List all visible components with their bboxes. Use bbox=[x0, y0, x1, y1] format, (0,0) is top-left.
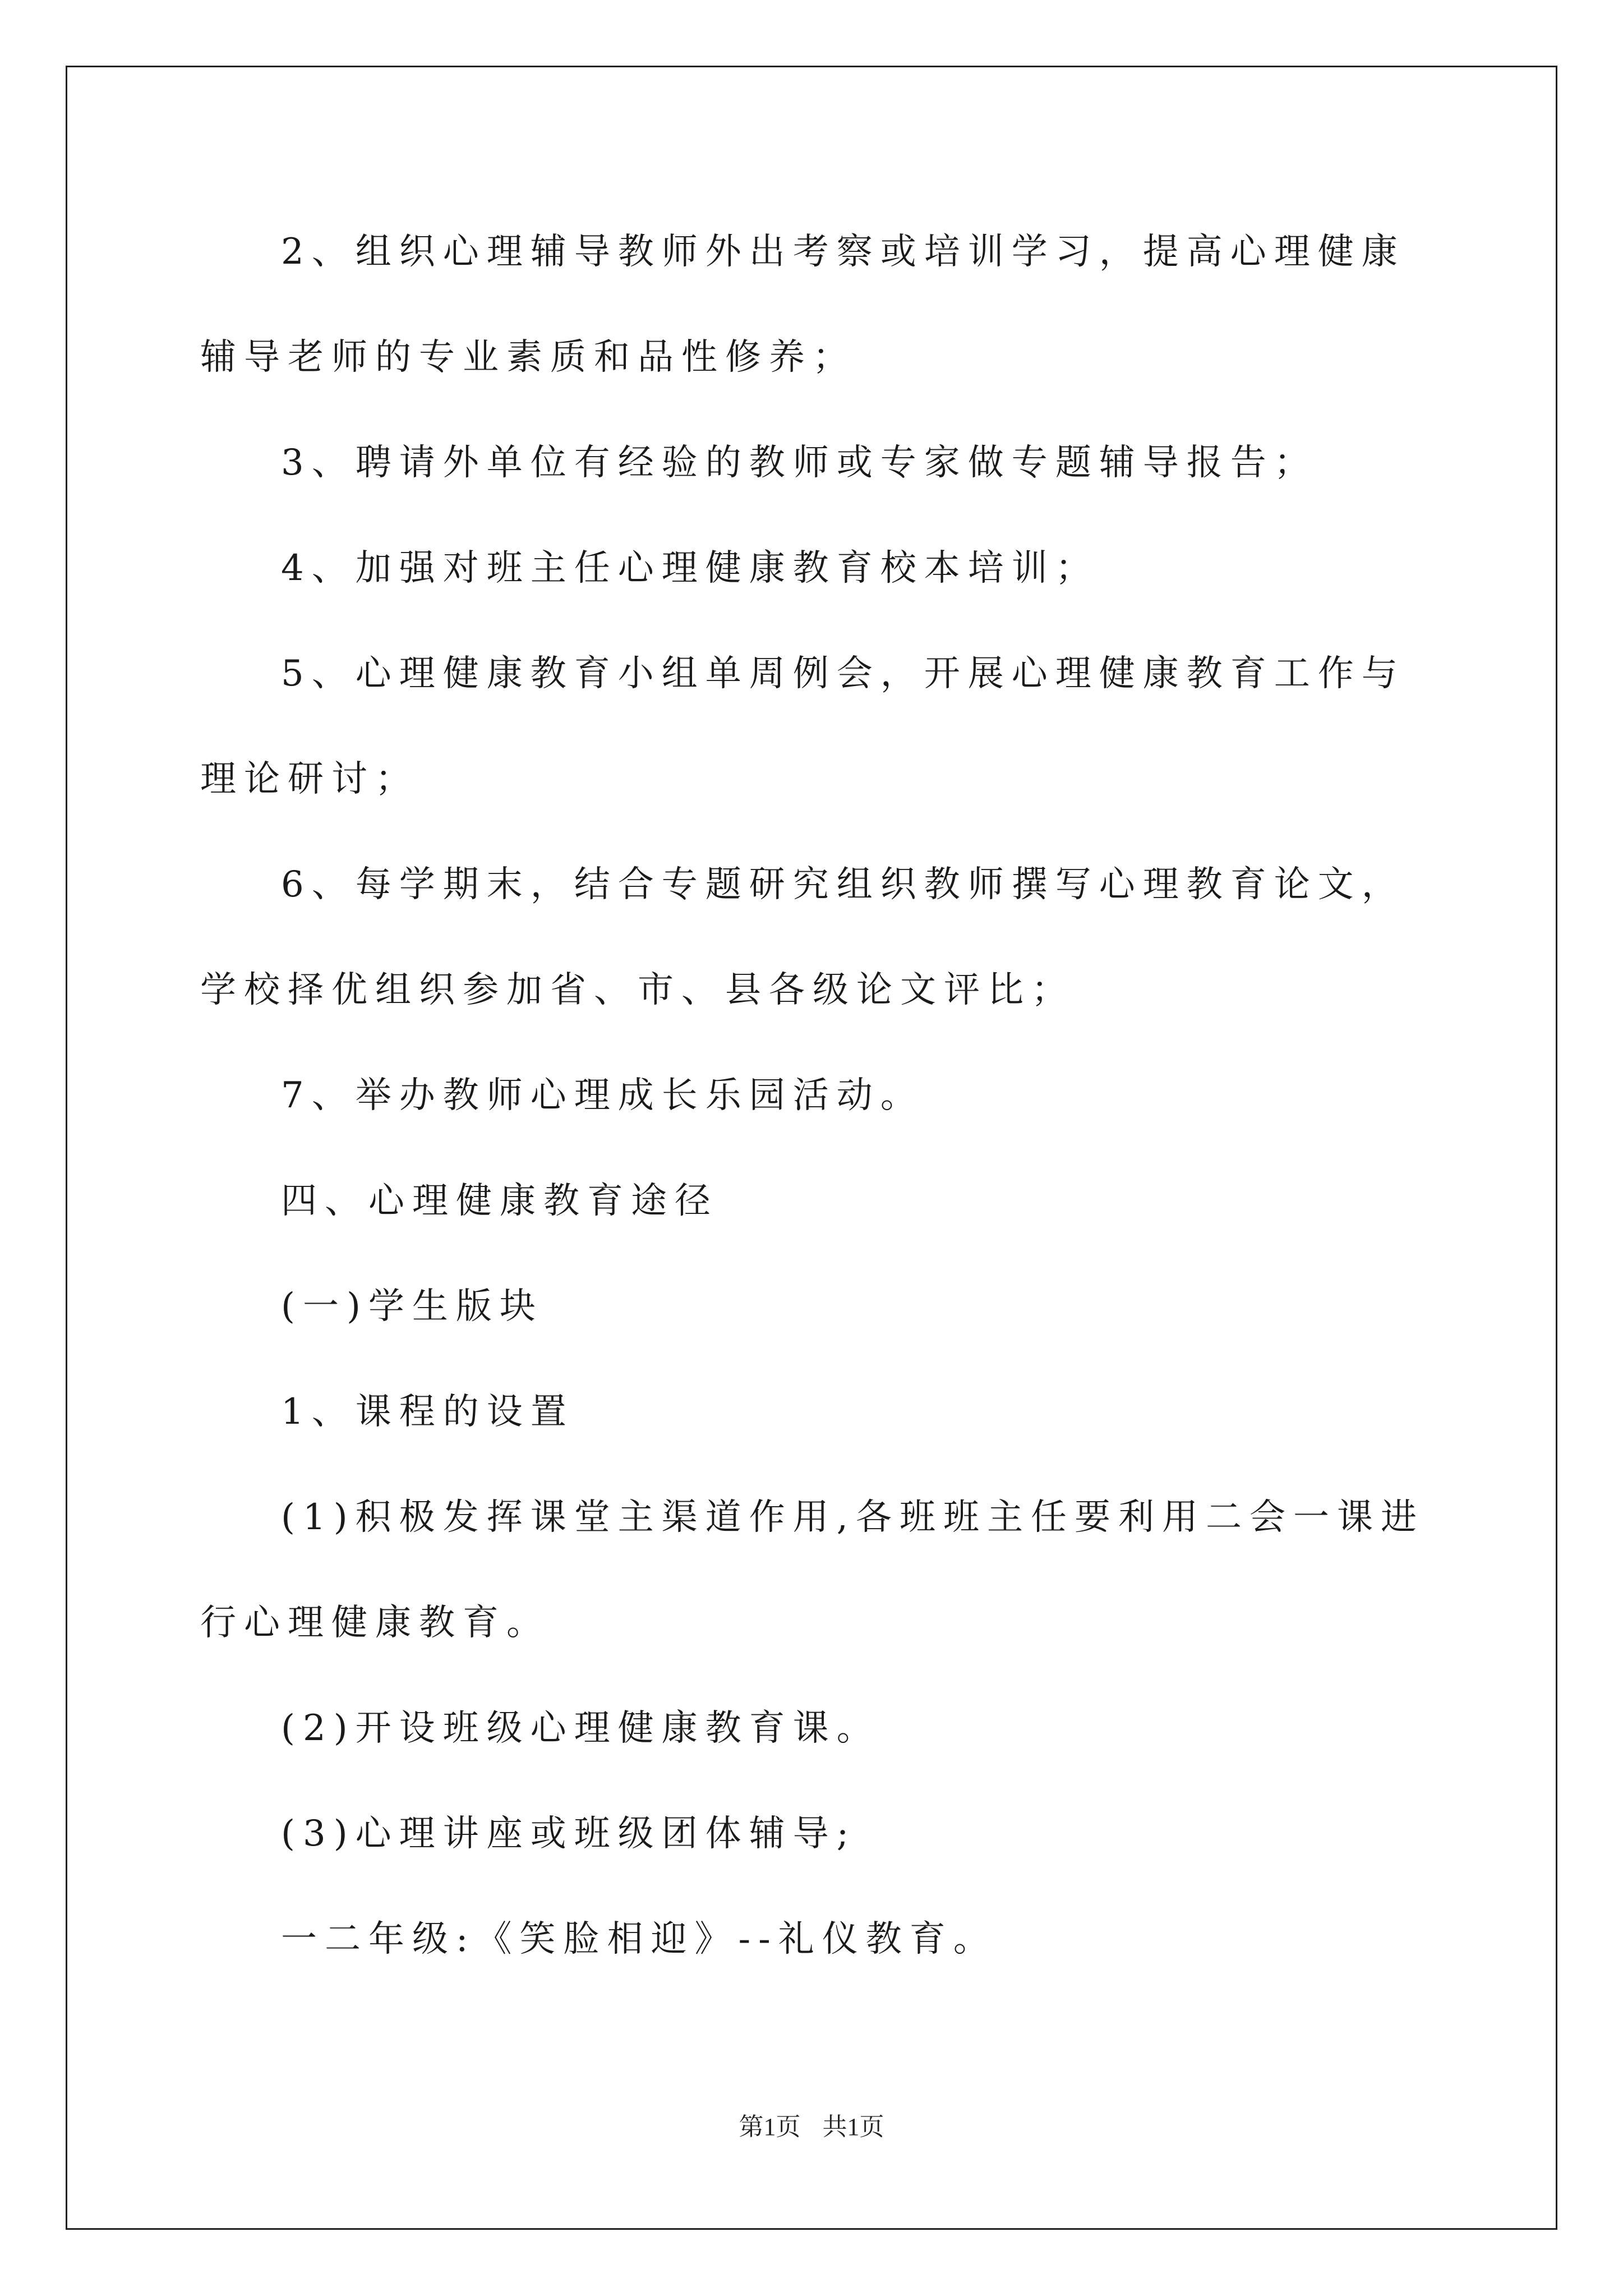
section-heading: 四、心理健康教育途径 bbox=[281, 1180, 718, 1222]
item-heading: 1、课程的设置 bbox=[281, 1391, 574, 1433]
paragraph-2: 2、组织心理辅导教师外出考察或培训学习，提高心理健康辅导老师的专业素质和品性修养； bbox=[200, 231, 1405, 378]
paragraph-item-3: (3)心理讲座或班级团体辅导; bbox=[281, 1813, 857, 1855]
page-total: 共1页 bbox=[822, 2113, 884, 2141]
paragraph-item-2: (2)开设班级心理健康教育课。 bbox=[281, 1708, 880, 1749]
paragraph-3: 3、聘请外单位有经验的教师或专家做专题辅导报告； bbox=[281, 442, 1318, 484]
paragraph-4: 4、加强对班主任心理健康教育校本培训； bbox=[281, 547, 1099, 589]
subsection-heading: (一)学生版块 bbox=[281, 1286, 543, 1327]
page-footer bbox=[0, 2106, 1623, 2142]
paragraph-grade: 一二年级:《笑脸相迎》--礼仪教育。 bbox=[281, 1918, 997, 1960]
page-number: 第1页 bbox=[739, 2113, 801, 2141]
paragraph-item-1: (1)积极发挥课堂主渠道作用,各班班主任要利用二会一课进行心理健康教育。 bbox=[200, 1497, 1424, 1644]
paragraph-7: 7、举办教师心理成长乐园活动。 bbox=[281, 1075, 924, 1116]
paragraph-5: 5、心理健康教育小组单周例会，开展心理健康教育工作与理论研讨； bbox=[200, 653, 1405, 800]
paragraph-6: 6、每学期末，结合专题研究组织教师撰写心理教育论文，学校择优组织参加省、市、县各级论文评比； bbox=[200, 864, 1405, 1011]
